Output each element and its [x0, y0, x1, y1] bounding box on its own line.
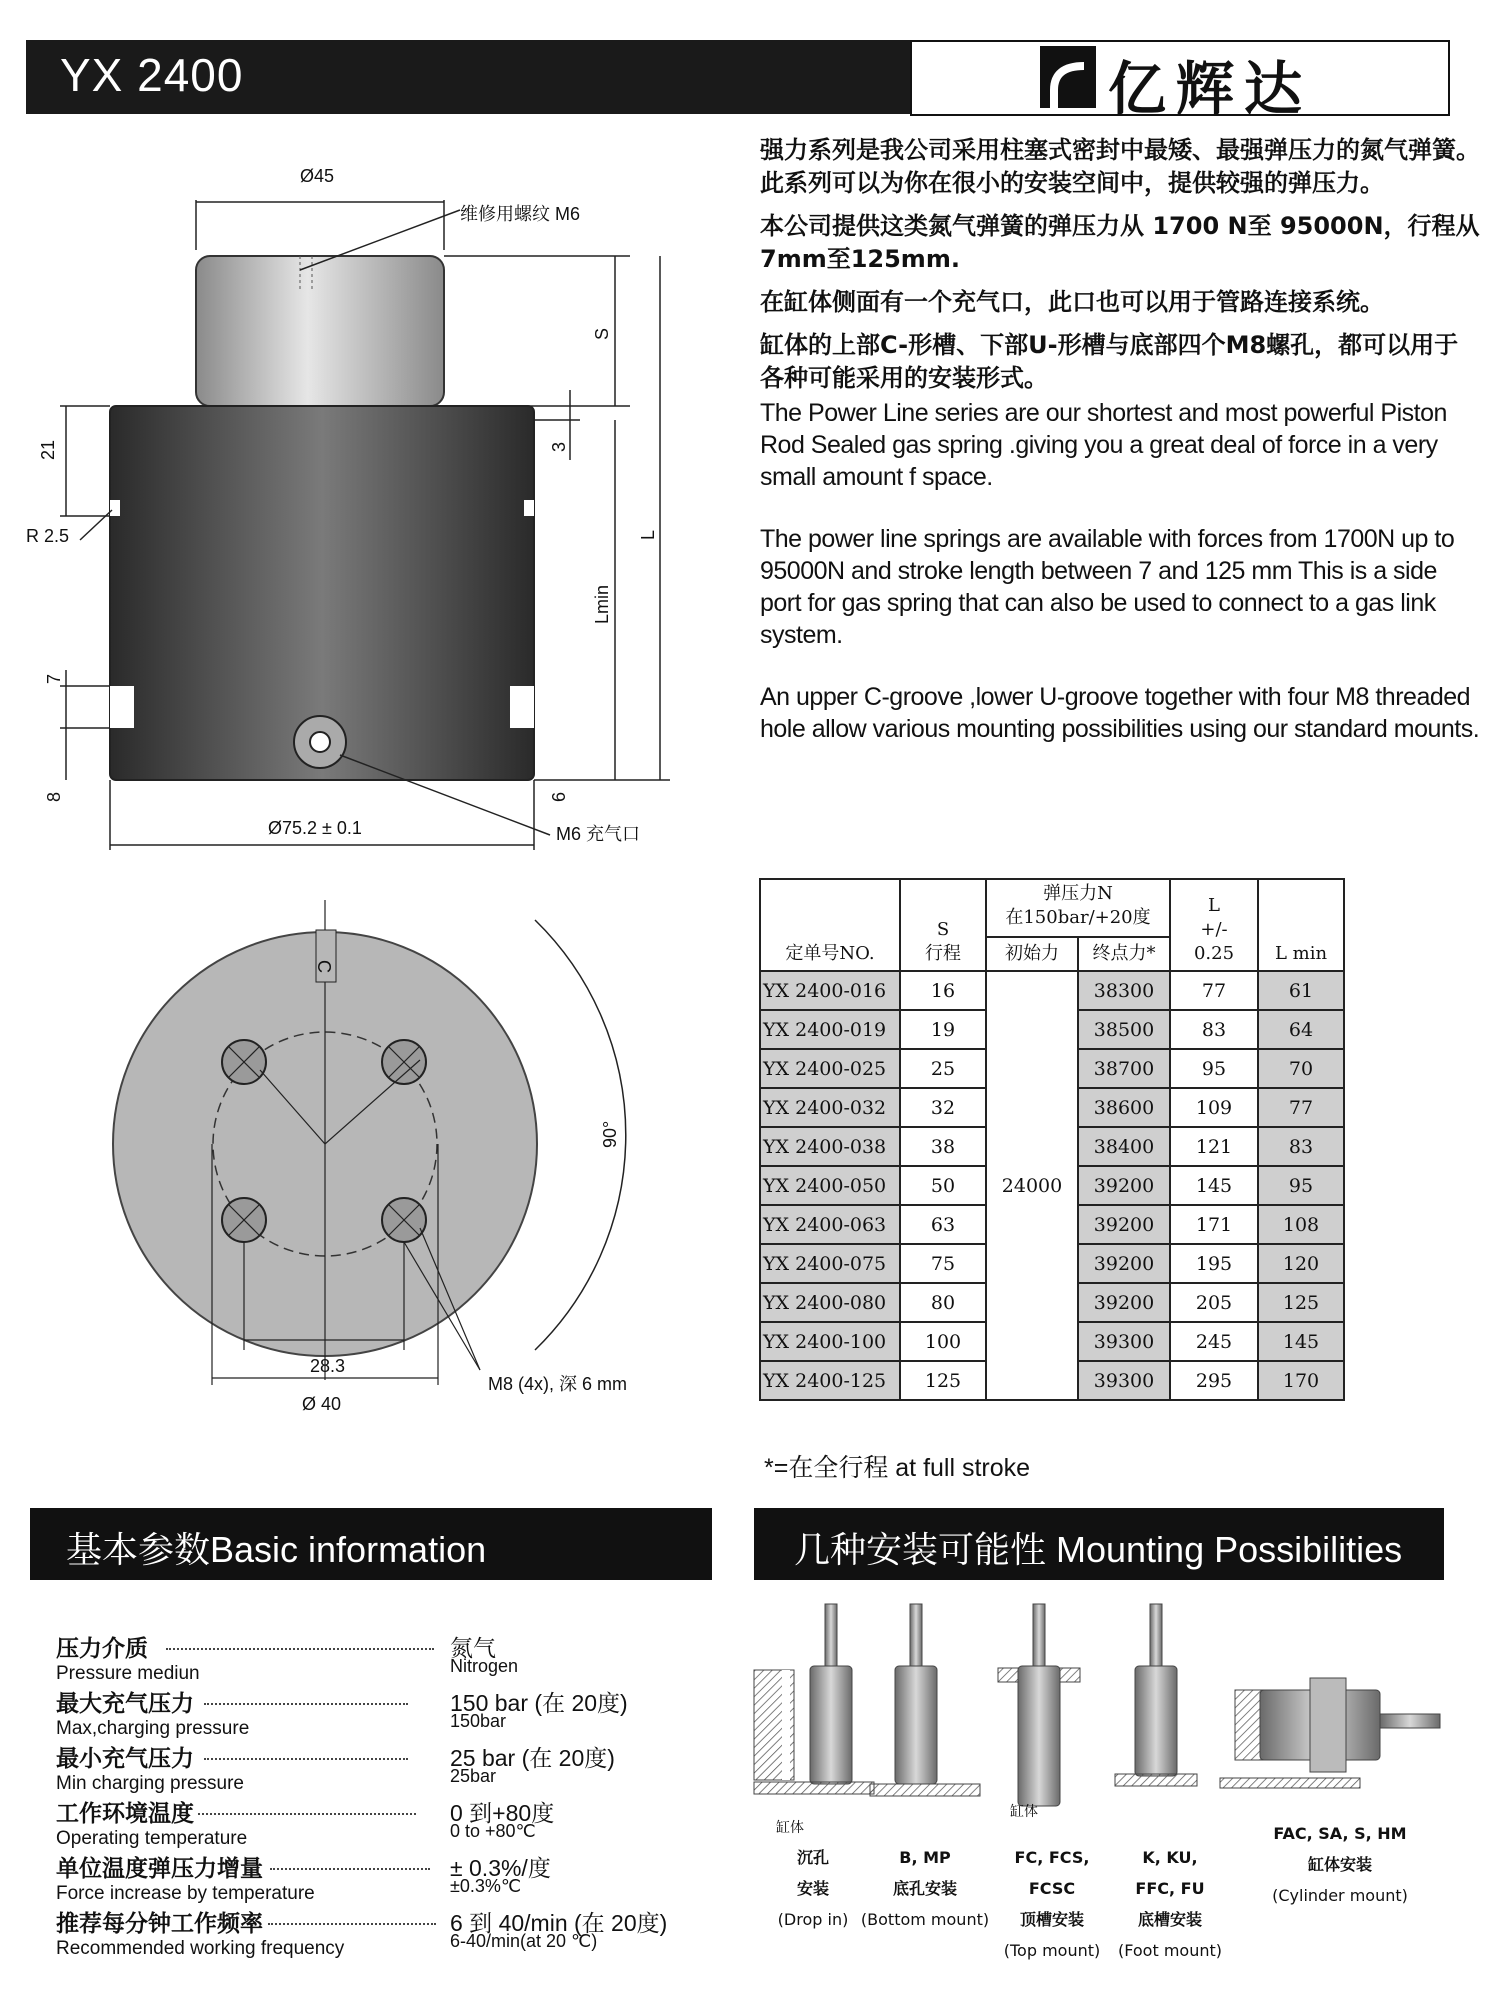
- dim-m6-port: M6 充气口: [556, 824, 641, 844]
- info-label-en: Min charging pressure: [56, 1773, 244, 1794]
- cell-final-force: 38400: [1078, 1127, 1170, 1166]
- cell-lmin: 170: [1258, 1361, 1344, 1400]
- cell-stroke: 125: [900, 1361, 986, 1400]
- th-stroke: S 行程: [900, 879, 986, 971]
- cell-model: YX 2400-019: [760, 1010, 900, 1049]
- leader-dots: [204, 1693, 408, 1705]
- cell-l: 171: [1170, 1205, 1258, 1244]
- cell-stroke: 25: [900, 1049, 986, 1088]
- dim-lmin: Lmin: [592, 584, 612, 624]
- cell-model: YX 2400-032: [760, 1088, 900, 1127]
- leader-dots: [270, 1858, 430, 1870]
- leader-dots: [204, 1748, 408, 1760]
- mount-drop-in-illustration: [754, 1604, 874, 1794]
- info-row: [56, 1740, 696, 1795]
- cell-stroke: 50: [900, 1166, 986, 1205]
- dim-d752: Ø75.2 ± 0.1: [268, 818, 362, 838]
- cell-final-force: 39200: [1078, 1244, 1170, 1283]
- cell-lmin: 77: [1258, 1088, 1344, 1127]
- footnote: *=在全行程 at full stroke: [764, 1454, 1031, 1482]
- info-value: 25 bar (在 20度): [450, 1745, 615, 1771]
- cell-l: 77: [1170, 971, 1258, 1010]
- info-row: [56, 1905, 696, 1960]
- info-row: [56, 1685, 696, 1740]
- info-value: 6 到 40/min (在 20度): [450, 1910, 668, 1936]
- info-label-en: Max,charging pressure: [56, 1718, 250, 1739]
- dim-21: 21: [38, 439, 58, 460]
- cell-l: 295: [1170, 1361, 1258, 1400]
- cell-stroke: 19: [900, 1010, 986, 1049]
- info-label-zh: 压力介质: [56, 1636, 148, 1662]
- desc-zh-2: 本公司提供这类氮气弹簧的弹压力从 1700 N至 95000N，行程从7mm至125mm.: [760, 212, 1480, 273]
- logo-icon: [1040, 46, 1096, 108]
- cell-model: YX 2400-075: [760, 1244, 900, 1283]
- cell-stroke: 75: [900, 1244, 986, 1283]
- cell-l: 83: [1170, 1010, 1258, 1049]
- mount-top: FC, FCS, FCSC 顶槽安装 (Top mount): [1003, 1848, 1101, 1960]
- basic-info-title: 基本参数Basic information: [66, 1529, 487, 1570]
- mount-foot: K, KU, FFC, FU 底槽安装 (Foot mount): [1118, 1848, 1222, 1960]
- dim-m8: M8 (4x), 深 6 mm: [488, 1374, 628, 1394]
- spec-table: [759, 878, 1345, 1401]
- cell-l: 121: [1170, 1127, 1258, 1166]
- mounting-title: 几种安装可能性 Mounting Possibilities: [794, 1529, 1403, 1570]
- side-view-drawing: [0, 130, 740, 860]
- cell-final-force: 38700: [1078, 1049, 1170, 1088]
- cell-lmin: 61: [1258, 971, 1344, 1010]
- mount-drop-in: 沉孔 安装 (Drop in): [777, 1848, 849, 1929]
- leader-dots: [166, 1638, 434, 1650]
- dim-6: 6: [549, 791, 569, 802]
- th-model: 定单号NO.: [760, 879, 900, 971]
- cell-model: YX 2400-063: [760, 1205, 900, 1244]
- info-row: [56, 1795, 696, 1850]
- desc-en-1: The Power Line series are our shortest and most powerful Piston Rod Sealed gas spring .giving you a great deal of force in a very small amount f space.: [760, 399, 1447, 491]
- info-value-en: ±0.3%℃: [450, 1876, 522, 1896]
- desc-zh-4: 缸体的上部C-形槽、下部U-形槽与底部四个M8螺孔，都可以用于各种可能采用的安装形式。: [760, 331, 1459, 392]
- dim-c: C: [314, 960, 334, 973]
- th-force: 弹压力N 在150bar/+20度: [986, 879, 1170, 937]
- info-label-en: Recommended working frequency: [56, 1938, 345, 1959]
- cell-l: 195: [1170, 1244, 1258, 1283]
- dim-d40: Ø 40: [302, 1394, 342, 1414]
- mount-top-illustration: [998, 1604, 1080, 1806]
- th-initial: 初始力: [986, 937, 1078, 971]
- cell-model: YX 2400-050: [760, 1166, 900, 1205]
- info-row: [56, 1630, 696, 1685]
- mount-cylinder-illustration: [1220, 1678, 1440, 1788]
- info-label-zh: 单位温度弹压力增量: [56, 1856, 263, 1882]
- cell-stroke: 100: [900, 1322, 986, 1361]
- dim-283: 28.3: [310, 1356, 346, 1376]
- cell-l: 145: [1170, 1166, 1258, 1205]
- dim-m6-thread: 维修用螺纹 M6: [460, 204, 581, 224]
- info-value-en: 0 to +80℃: [450, 1821, 536, 1841]
- info-value: 150 bar (在 20度): [450, 1690, 628, 1716]
- cell-final-force: 39300: [1078, 1322, 1170, 1361]
- cell-stroke: 32: [900, 1088, 986, 1127]
- cell-l: 95: [1170, 1049, 1258, 1088]
- info-value-en: 150bar: [450, 1711, 507, 1731]
- cell-l: 245: [1170, 1322, 1258, 1361]
- info-value: 0 到+80度: [450, 1800, 555, 1826]
- info-label-en: Operating temperature: [56, 1828, 248, 1849]
- logo-text: 亿辉达: [1108, 55, 1313, 123]
- info-label-en: Force increase by temperature: [56, 1883, 315, 1904]
- cell-lmin: 64: [1258, 1010, 1344, 1049]
- info-value-en: 25bar: [450, 1766, 497, 1786]
- dim-r25: R 2.5: [26, 526, 70, 546]
- cell-final-force: 39300: [1078, 1361, 1170, 1400]
- mounting-bar: [754, 1508, 1444, 1580]
- th-final: 终点力*: [1078, 937, 1170, 971]
- info-label-zh: 最小充气压力: [56, 1746, 194, 1772]
- cell-model: YX 2400-038: [760, 1127, 900, 1166]
- cell-l: 109: [1170, 1088, 1258, 1127]
- description: [760, 134, 1480, 775]
- bottom-view-drawing: [0, 880, 740, 1440]
- page-title: YX 2400: [60, 49, 244, 101]
- cell-lmin: 120: [1258, 1244, 1344, 1283]
- info-label-zh: 最大充气压力: [56, 1691, 194, 1717]
- cell-final-force: 39200: [1078, 1205, 1170, 1244]
- cell-final-force: 38500: [1078, 1010, 1170, 1049]
- cell-stroke: 80: [900, 1283, 986, 1322]
- info-label-en: Pressure mediun: [56, 1663, 200, 1684]
- info-row: [56, 1850, 696, 1905]
- desc-zh-1: 强力系列是我公司采用柱塞式密封中最矮、最强弹压力的氮气弹簧。此系列可以为你在很小的安装空间中，提供较强的弹压力。: [760, 136, 1480, 197]
- cell-stroke: 38: [900, 1127, 986, 1166]
- mount-bottom: B, MP 底孔安装 (Bottom mount): [860, 1848, 990, 1929]
- cell-model: YX 2400-025: [760, 1049, 900, 1088]
- cell-final-force: 38600: [1078, 1088, 1170, 1127]
- info-value: ± 0.3%/度: [450, 1855, 551, 1881]
- cell-lmin: 70: [1258, 1049, 1344, 1088]
- mount-foot-illustration: [1115, 1604, 1197, 1786]
- info-value-en: Nitrogen: [450, 1656, 519, 1676]
- desc-en-3: An upper C-groove ,lower U-groove together with four M8 threaded hole allow various mounting possibilities using our standard mounts.: [760, 683, 1480, 743]
- cell-model: YX 2400-016: [760, 971, 900, 1010]
- cell-lmin: 125: [1258, 1283, 1344, 1322]
- dim-7: 7: [44, 673, 64, 684]
- mounting-illustrations: [750, 1590, 1450, 1836]
- cell-l: 205: [1170, 1283, 1258, 1322]
- cell-lmin: 108: [1258, 1205, 1344, 1244]
- cell-stroke: 16: [900, 971, 986, 1010]
- cell-model: YX 2400-080: [760, 1283, 900, 1322]
- desc-en-2: The power line springs are available with forces from 1700N up to 95000N and stroke length between 7 and 125 mm This is a side port for gas spring that can also be used to connect to a gas link system.: [760, 525, 1455, 649]
- dim-l: L: [638, 529, 658, 540]
- basic-info-bar: [30, 1508, 712, 1580]
- info-label-zh: 推荐每分钟工作频率: [56, 1911, 263, 1937]
- leader-dots: [268, 1913, 436, 1925]
- mount-tol-1: 缸体: [776, 1820, 804, 1836]
- mount-cylinder: FAC, SA, S, HM 缸体安装 (Cylinder mount): [1272, 1824, 1408, 1905]
- dim-s: S: [592, 327, 612, 340]
- leader-dots: [198, 1803, 416, 1815]
- info-value-en: 6-40/min(at 20 ℃): [450, 1931, 598, 1951]
- spec-body: [760, 971, 1344, 1400]
- cell-lmin: 95: [1258, 1166, 1344, 1205]
- mount-tol-2: 缸体: [1010, 1804, 1038, 1820]
- cell-stroke: 63: [900, 1205, 986, 1244]
- cell-final-force: 39200: [1078, 1166, 1170, 1205]
- table-row: [760, 971, 1344, 1010]
- cell-initial-force: 24000: [986, 971, 1078, 1400]
- cell-final-force: 39200: [1078, 1283, 1170, 1322]
- cell-model: YX 2400-100: [760, 1322, 900, 1361]
- cell-lmin: 145: [1258, 1322, 1344, 1361]
- cell-model: YX 2400-125: [760, 1361, 900, 1400]
- th-lmin: L min: [1258, 879, 1344, 971]
- th-l: L +/- 0.25: [1170, 879, 1258, 971]
- dim-8: 8: [44, 791, 64, 802]
- dim-3: 3: [549, 441, 569, 452]
- desc-zh-3: 在缸体侧面有一个充气口，此口也可以用于管路连接系统。: [760, 288, 1384, 316]
- cell-final-force: 38300: [1078, 971, 1170, 1010]
- info-value: 氮气: [450, 1635, 496, 1661]
- info-label-zh: 工作环境温度: [56, 1801, 194, 1827]
- mount-bottom-illustration: [870, 1604, 980, 1796]
- cell-lmin: 83: [1258, 1127, 1344, 1166]
- dim-90: 90°: [600, 1120, 620, 1148]
- dim-d45: Ø45: [300, 166, 335, 186]
